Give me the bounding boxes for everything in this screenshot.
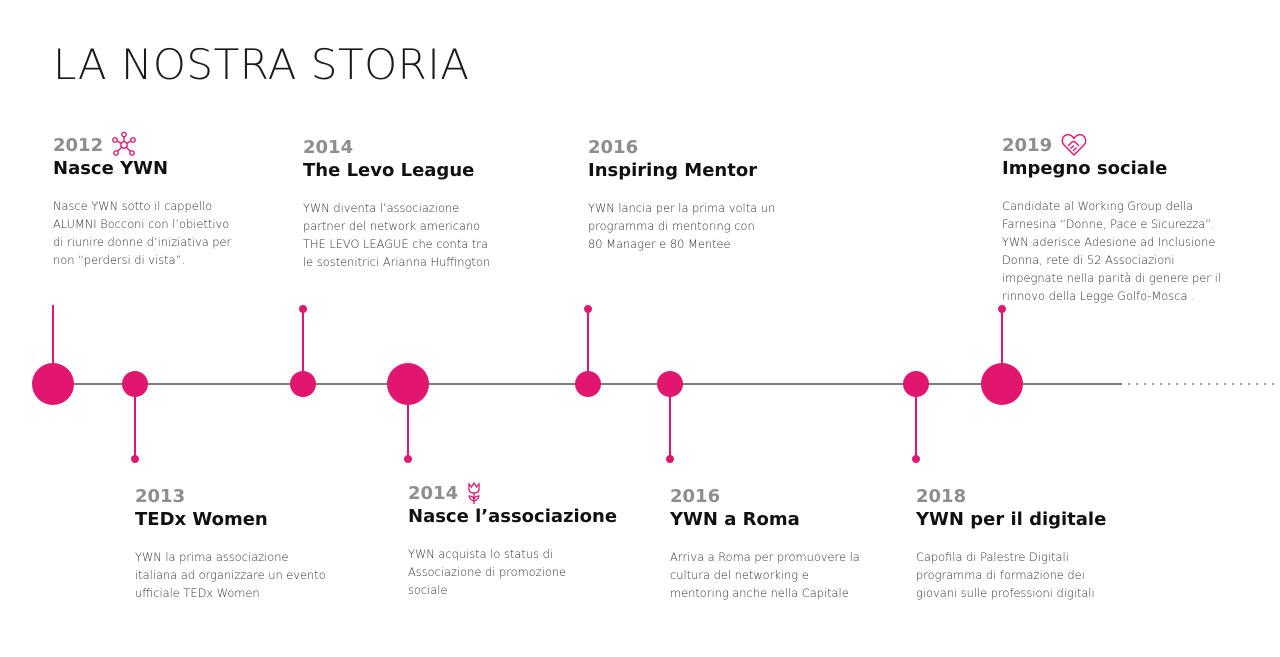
description-line: Candidate al Working Group della <box>1002 199 1194 213</box>
event-year: 2016 <box>670 485 721 507</box>
description-line: non “perdersi di vista”. <box>53 253 186 267</box>
event-title: Nasce YWN <box>53 158 169 179</box>
description-line: YWN lancia per la prima volta un <box>588 201 776 215</box>
connector-end-dot <box>584 305 592 313</box>
timeline-connector <box>407 404 409 459</box>
event-year-row <box>588 135 828 159</box>
event-title: Inspiring Mentor <box>588 160 758 181</box>
description-line: di riunire donne d’iniziativa per <box>53 235 232 249</box>
event-year-row <box>53 133 283 157</box>
event-title: YWN a Roma <box>670 509 800 530</box>
description-line: rinnovo della Legge Golfo-Mosca . <box>1002 289 1195 303</box>
timeline-node[interactable] <box>32 363 74 405</box>
description-line: impegnate nella parità di genere per il <box>1002 271 1221 285</box>
description-line: YWN aderisce Adesione ad Inclusione <box>1002 235 1216 249</box>
timeline-connector <box>302 309 304 371</box>
timeline-node[interactable] <box>903 371 929 397</box>
description-line: Donna, rete di 52 Associazioni <box>1002 253 1175 267</box>
connector-end-dot <box>131 455 139 463</box>
connector-end-dot <box>299 305 307 313</box>
description-line: Farnesina “Donne, Pace e Sicurezza”. <box>1002 217 1215 231</box>
timeline-connector <box>669 396 671 459</box>
event-year-row <box>916 484 1146 508</box>
event-title: The Levo League <box>303 160 475 181</box>
network-icon <box>111 131 137 159</box>
connector-end-dot <box>404 455 412 463</box>
timeline-node[interactable] <box>290 371 316 397</box>
page-title: LA NOSTRA STORIA <box>53 40 470 89</box>
event-description <box>303 199 533 271</box>
event-year-row <box>303 135 533 159</box>
connector-end-dot <box>666 455 674 463</box>
description-line: mentoring anche nella Capitale <box>670 586 849 600</box>
timeline-event <box>135 484 365 602</box>
event-year: 2018 <box>916 485 967 507</box>
event-description <box>916 548 1146 602</box>
timeline-connector <box>587 309 589 371</box>
event-year: 2012 <box>53 134 104 156</box>
event-description <box>588 199 828 253</box>
event-year: 2014 <box>408 482 459 504</box>
description-line: cultura del networking e <box>670 568 809 582</box>
event-year: 2019 <box>1002 134 1053 156</box>
event-year: 2016 <box>588 136 639 158</box>
description-line: YWN la prima associazione <box>135 550 289 564</box>
event-description <box>408 545 648 599</box>
description-line: programma di mentoring con <box>588 219 755 233</box>
description-line: Nasce YWN sotto il cappello <box>53 199 213 213</box>
description-line: sociale <box>408 583 448 597</box>
description-line: 80 Manager e 80 Mentee <box>588 237 731 251</box>
description-line: partner del network americano <box>303 219 481 233</box>
timeline-event <box>53 133 283 269</box>
event-description <box>670 548 900 602</box>
timeline-continuation-dots <box>1125 383 1277 385</box>
timeline-node[interactable] <box>575 371 601 397</box>
description-line: programma di formazione dei <box>916 568 1085 582</box>
timeline-connector <box>52 305 54 365</box>
timeline-connector <box>915 396 917 459</box>
description-line: Arriva a Roma per promuovere la <box>670 550 860 564</box>
event-year-row <box>408 481 648 505</box>
event-year: 2013 <box>135 485 186 507</box>
event-year-row <box>670 484 900 508</box>
description-line: italiana ad organizzare un evento <box>135 568 326 582</box>
event-year: 2014 <box>303 136 354 158</box>
event-description <box>1002 197 1264 305</box>
timeline-connector <box>1001 309 1003 364</box>
tulip-icon <box>466 481 482 505</box>
timeline-node[interactable] <box>387 363 429 405</box>
description-line: ALUMNI Bocconi con l’obiettivo <box>53 217 230 231</box>
timeline-node[interactable] <box>657 371 683 397</box>
timeline-event <box>303 135 533 271</box>
timeline-connector <box>134 396 136 459</box>
event-title: TEDx Women <box>135 509 268 530</box>
description-line: YWN diventa l’associazione <box>303 201 460 215</box>
description-line: Capofila di Palestre Digitali <box>916 550 1069 564</box>
timeline-node[interactable] <box>981 363 1023 405</box>
event-title: Impegno sociale <box>1002 158 1168 179</box>
description-line: le sostenitrici Arianna Huffington <box>303 255 491 269</box>
timeline-node[interactable] <box>122 371 148 397</box>
timeline-event <box>408 481 648 599</box>
description-line: giovani sulle professioni digitali <box>916 586 1095 600</box>
event-year-row <box>135 484 365 508</box>
description-line: THE LEVO LEAGUE che conta tra <box>303 237 488 251</box>
description-line: ufficiale TEDx Women <box>135 586 260 600</box>
event-year-row <box>1002 133 1264 157</box>
timeline-event <box>916 484 1146 602</box>
event-description <box>53 197 283 269</box>
timeline-event <box>1002 133 1264 305</box>
event-title: Nasce l’associazione <box>408 506 618 527</box>
description-line: Associazione di promozione <box>408 565 567 579</box>
connector-end-dot <box>912 455 920 463</box>
timeline-event <box>588 135 828 253</box>
event-description <box>135 548 365 602</box>
event-title: YWN per il digitale <box>916 509 1107 530</box>
timeline-event <box>670 484 900 602</box>
description-line: YWN acquista lo status di <box>408 547 553 561</box>
heart-hands-icon <box>1060 132 1088 158</box>
connector-end-dot <box>998 305 1006 313</box>
